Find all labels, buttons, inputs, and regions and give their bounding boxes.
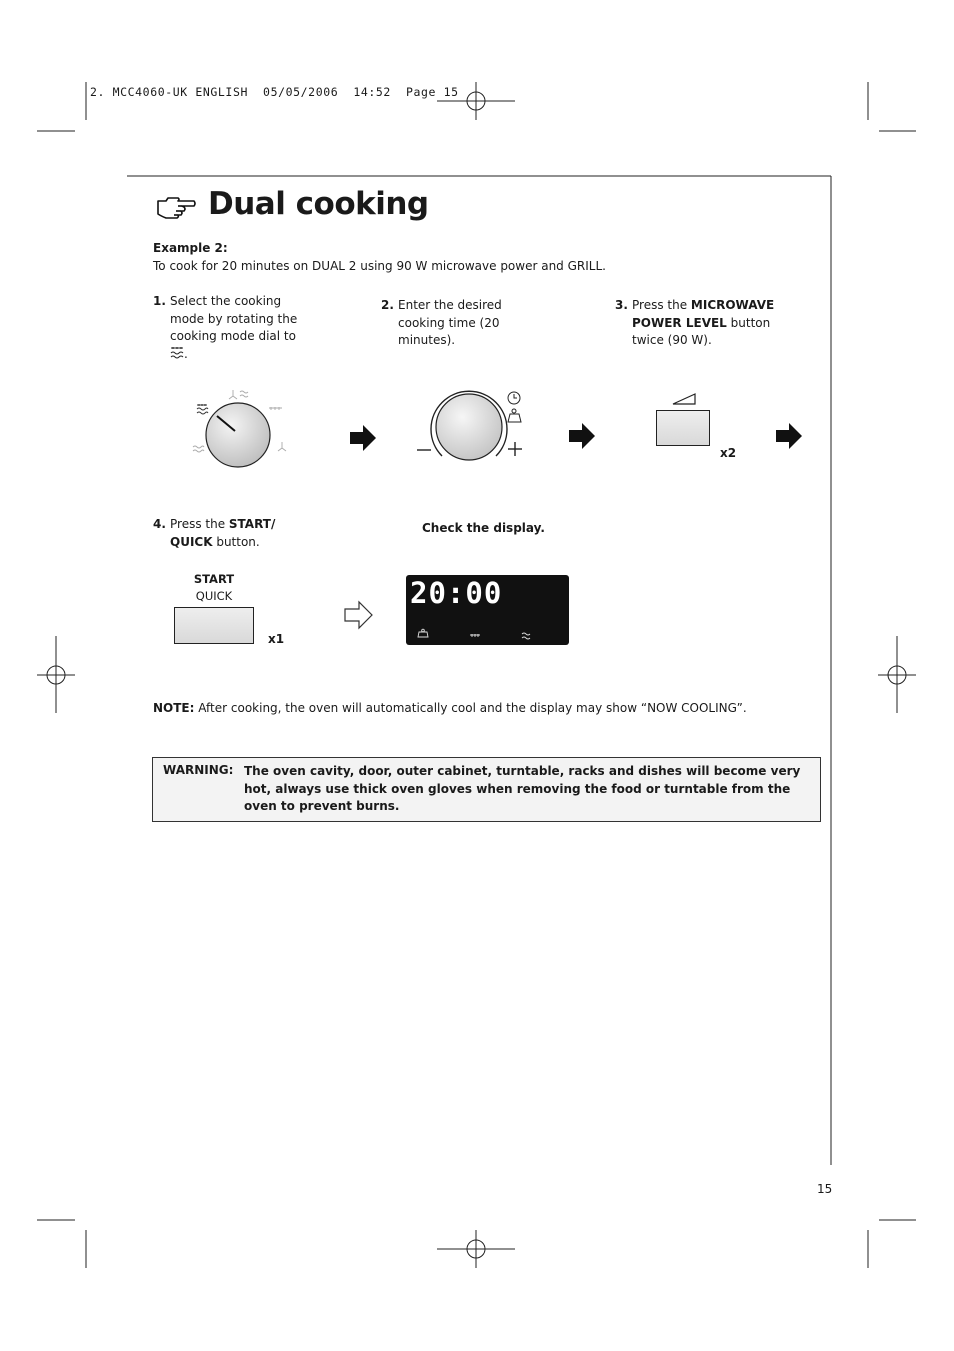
step-3-bold-2: POWER LEVEL: [632, 315, 727, 330]
time-dial[interactable]: [412, 386, 527, 466]
step-1-line-2: mode by rotating the: [170, 311, 298, 326]
start-quick-button[interactable]: [174, 607, 254, 644]
grill-microwave-icon: [170, 346, 184, 359]
clock-icon: [508, 392, 520, 404]
note: [153, 700, 747, 718]
step-3-line-3: twice (90 W).: [632, 333, 712, 347]
start-multiplier: x1: [268, 632, 285, 646]
pointing-hand-icon: [156, 194, 198, 220]
step-2-number: 2.: [381, 298, 394, 312]
arrow-right-icon: [775, 422, 803, 450]
power-level-icon: [671, 392, 697, 406]
step-4-bold-2: QUICK: [170, 534, 213, 549]
step-4-number: 4.: [153, 517, 166, 531]
display-time: 20:00: [410, 576, 503, 610]
example-label: Example 2:: [153, 241, 228, 255]
plus-icon: [508, 442, 522, 456]
step-1-number: 1.: [153, 294, 166, 308]
cooking-mode-dial[interactable]: [188, 382, 298, 474]
display-status-icons: [406, 627, 569, 643]
step-3: [615, 297, 774, 350]
step-3-suffix: button: [726, 315, 771, 330]
warning-box: [152, 757, 821, 822]
oven-display: [406, 575, 569, 645]
step-2-line-1: Enter the desired: [398, 298, 502, 312]
outline-arrow-icon: [344, 600, 374, 630]
warning-text: The oven cavity, door, outer cabinet, turntable, racks and dishes will become very hot, always use thick oven gloves when removing the food or turntable from the oven to prevent burns.: [244, 764, 801, 813]
print-header: 2. MCC4060-UK ENGLISH 05/05/2006 14:52 Page 15: [90, 85, 459, 99]
start-button-label: [176, 571, 252, 605]
step-4-prefix: Press the: [170, 517, 229, 531]
arrow-right-icon: [568, 422, 596, 450]
step-4: [153, 516, 275, 551]
step-4-bold-1: START/: [228, 517, 276, 531]
example-description: To cook for 20 minutes on DUAL 2 using 90 W microwave power and GRILL.: [153, 259, 606, 273]
step-1: [153, 293, 297, 363]
step-1-suffix: .: [184, 346, 188, 361]
start-label: START: [193, 572, 235, 586]
check-display-label: Check the display.: [422, 521, 545, 535]
step-2-line-3: minutes).: [398, 333, 456, 347]
step-2: [381, 297, 502, 350]
weight-icon: [418, 632, 428, 637]
grill-icon: [470, 634, 480, 637]
step-3-bold-1: MICROWAVE: [690, 298, 775, 312]
step-2-line-2: cooking time (20: [398, 315, 500, 330]
weight-icon: [508, 409, 521, 422]
step-4-suffix: button.: [212, 534, 260, 549]
step-3-number: 3.: [615, 298, 628, 312]
note-text: After cooking, the oven will automatically cool and the display may show “NOW COOLING”.: [194, 701, 747, 715]
power-multiplier: x2: [720, 446, 737, 460]
page-title: Dual cooking: [208, 186, 429, 222]
warning-label: WARNING:: [163, 763, 234, 777]
step-3-prefix: Press the: [632, 298, 691, 312]
microwave-power-level-button[interactable]: [656, 410, 710, 446]
note-label: NOTE:: [153, 701, 195, 715]
step-1-line-1: Select the cooking: [170, 294, 282, 308]
arrow-right-icon: [349, 424, 377, 452]
page-number: 15: [817, 1182, 833, 1196]
step-1-line-3: cooking mode dial to: [170, 329, 296, 343]
quick-label: QUICK: [195, 589, 233, 603]
microwave-icon: [522, 633, 530, 639]
